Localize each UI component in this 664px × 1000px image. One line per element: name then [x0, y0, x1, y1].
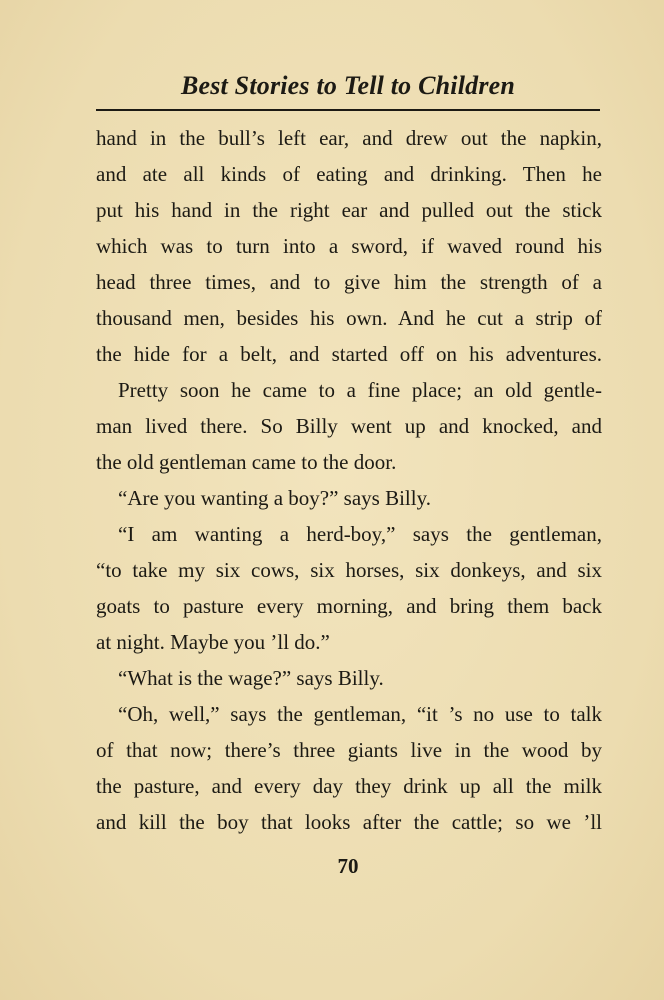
- text-line: “What is the wage?” says Billy.: [118, 666, 384, 690]
- head-rule: [96, 109, 600, 111]
- text-line: hand in the bull’s left ear, and drew out the napkin,: [96, 126, 602, 150]
- text-line: “Oh, well,” says the gentleman, “it ’s no use to talk: [118, 702, 602, 726]
- text-line: head three times, and to give him the strength of a: [96, 270, 602, 294]
- text-line: “I am wanting a herd-boy,” says the gentleman,: [118, 522, 602, 546]
- text-line: goats to pasture every morning, and bring them back: [96, 594, 602, 618]
- body-text: [96, 120, 602, 840]
- text-line: thousand men, besides his own. And he cut a strip of: [96, 306, 602, 330]
- text-line: the hide for a belt, and started off on his adventures.: [96, 342, 602, 366]
- text-line: “Are you wanting a boy?” says Billy.: [118, 486, 431, 510]
- text-line: which was to turn into a sword, if waved round his: [96, 234, 602, 258]
- text-line: the old gentleman came to the door.: [96, 450, 397, 474]
- text-line: the pasture, and every day they drink up all the milk: [96, 774, 602, 798]
- text-line: man lived there. So Billy went up and knocked, and: [96, 414, 602, 438]
- page-number: 70: [337, 854, 359, 878]
- text-line: “to take my six cows, six horses, six donkeys, and six: [96, 558, 602, 582]
- text-line: and kill the boy that looks after the cattle; so we ’ll: [96, 810, 602, 834]
- text-line: put his hand in the right ear and pulled out the stick: [96, 198, 602, 222]
- text-line: at night. Maybe you ’ll do.”: [96, 630, 330, 654]
- running-head: Best Stories to Tell to Children: [180, 71, 516, 100]
- text-line: Pretty soon he came to a fine place; an old gentle-: [118, 378, 602, 402]
- text-line: and ate all kinds of eating and drinking. Then he: [96, 162, 602, 186]
- text-line: of that now; there’s three giants live in the wood by: [96, 738, 602, 762]
